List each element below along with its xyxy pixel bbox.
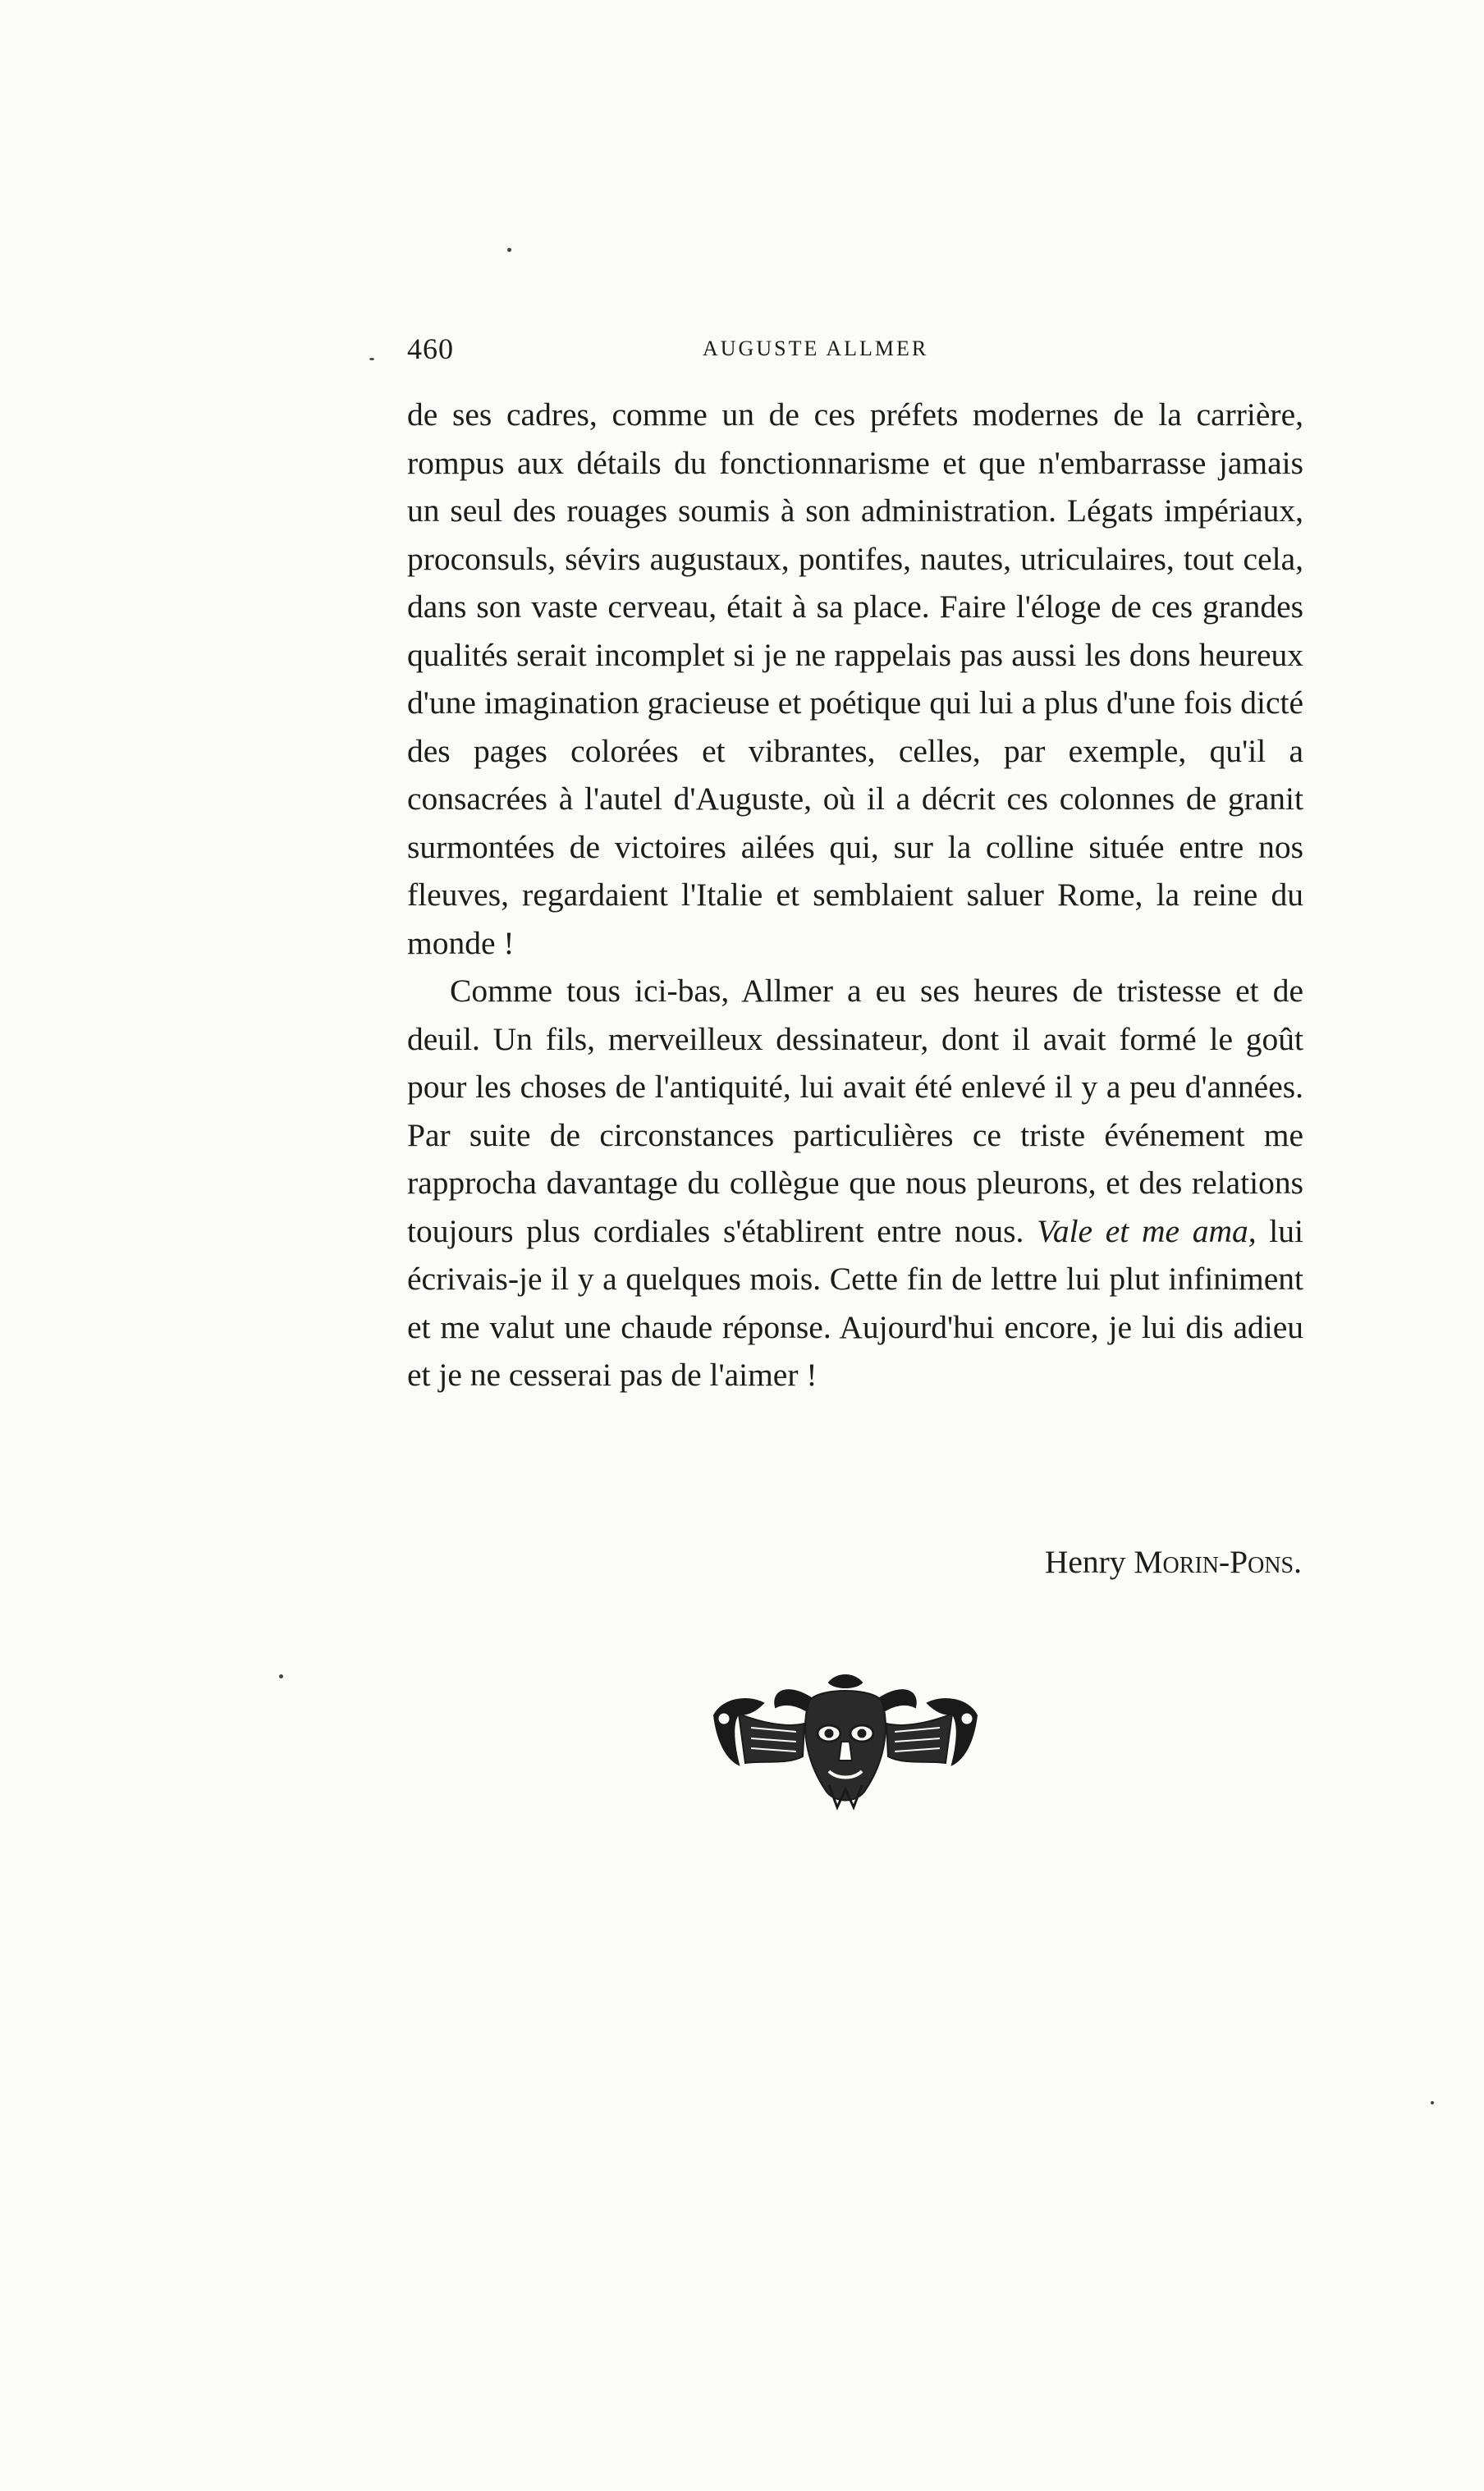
page-number: 460 xyxy=(407,332,454,365)
paper-speck xyxy=(279,1674,283,1678)
paragraph-2-part-1: Comme tous ici-bas, Allmer a eu ses heures de tristesse et de deuil. Un fils, merveilleux dessinateur, dont il avait formé le goût pour les choses de l'antiquité, lui avait été enlevé il y a peu d'années. Par suite de circonstances particulières ce triste événement me rapprocha davantage du collègue que nous pleurons, et des relations toujours plus cordiales s'établirent entre nous. xyxy=(407,973,1303,1249)
signature-family-name: Morin-Pons. xyxy=(1134,1544,1302,1580)
paper-speck xyxy=(369,358,374,360)
grotesque-mask-ornament-icon xyxy=(706,1666,985,1814)
author-signature xyxy=(1045,1543,1302,1581)
paper-speck xyxy=(507,248,511,252)
paragraph-2 xyxy=(407,967,1303,1399)
body-text xyxy=(407,391,1303,1399)
paragraph-1: de ses cadres, comme un de ces préfets modernes de la carrière, rompus aux détails du fonctionnarisme et que n'embarrasse jamais un seul des rouages soumis à son administration. Légats impériaux, proconsuls, sévirs augustaux, pontifes, nautes, utriculaires, tout cela, dans son vaste cerveau, était à sa place. Faire l'éloge de ces grandes qualités serait incomplet si je ne rappelais pas aussi les dons heureux d'une imagination gracieuse et poétique qui lui a plus d'une fois dicté des pages colorées et vibrantes, celles, par exemple, qu'il a consacrées à l'autel d'Auguste, où il a décrit ces colonnes de granit surmontées de victoires ailées qui, sur la colline située entre nos fleuves, regardaient l'Italie et semblaient saluer Rome, la reine du monde ! xyxy=(407,396,1303,961)
signature-given-name: Henry xyxy=(1044,1544,1126,1580)
running-head: AUGUSTE ALLMER xyxy=(703,337,929,360)
latin-quote: Vale et me ama, xyxy=(1037,1212,1257,1249)
paper-speck xyxy=(1431,2101,1434,2104)
paragraph-2-part-2: lui écrivais-je il y a quelques mois. Cette fin de lettre lui plut infiniment et me valut une chaude réponse. Aujourd'hui encore, je lui dis adieu et je ne cesserai pas de l'aimer ! xyxy=(407,1212,1303,1393)
page-header xyxy=(407,332,1302,373)
